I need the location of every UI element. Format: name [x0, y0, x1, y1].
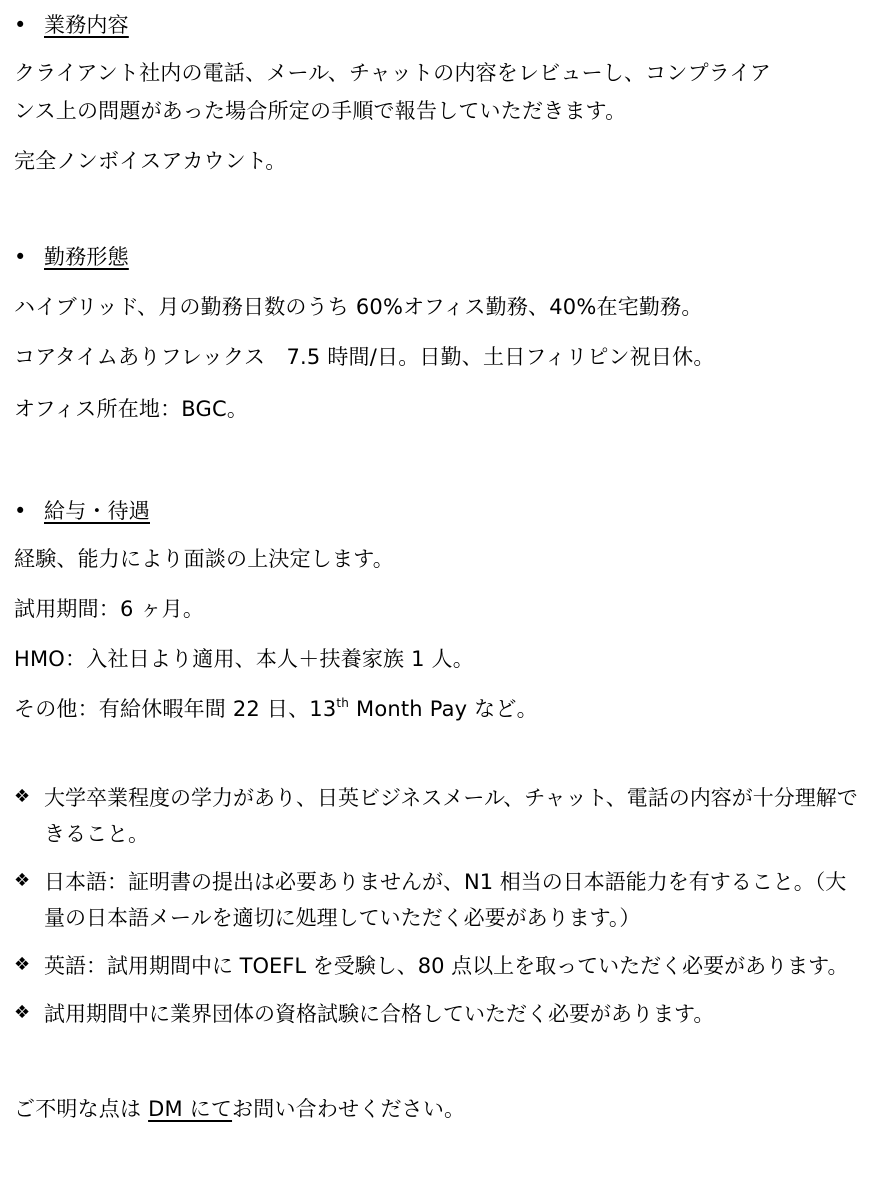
section-title: 給与・待遇 — [44, 499, 150, 523]
body-line-other-benefits — [14, 692, 864, 726]
spacer — [14, 1044, 864, 1092]
body-line: ハイブリッド、月の勤務日数のうち 60%オフィス勤務、40%在宅勤務。 — [14, 295, 703, 319]
body-line: コアタイムありフレックス 7.5 時間/日。日勤、土日フィリピン祝日休。 — [14, 345, 715, 369]
requirement-item — [14, 996, 864, 1032]
requirement-item — [14, 864, 864, 936]
requirement-text: 大学卒業程度の学力があり、日英ビジネスメール、チャット、電話の内容が十分理解できること。 — [44, 786, 858, 846]
body-line: 完全ノンボイスアカウント。 — [14, 149, 287, 173]
contact-text-end: お問い合わせください。 — [232, 1097, 466, 1121]
bullet-icon: • — [14, 245, 27, 269]
contact-line — [14, 1092, 864, 1126]
requirement-text: 試用期間中に業界団体の資格試験に合格していただく必要があります。 — [44, 1002, 715, 1026]
requirements-list — [14, 780, 864, 1032]
bullet-icon: • — [14, 13, 27, 37]
other-benefits-text: その他：有給休暇年間 22 日、13 — [14, 697, 337, 721]
requirement-item — [14, 948, 864, 984]
requirement-text: 日本語：証明書の提出は必要ありませんが、N1 相当の日本語能力を有すること。（大量の日本語メールを適切に処理していただく必要があります。） — [44, 870, 847, 930]
contact-text: ご不明な点は — [14, 1097, 149, 1121]
body-line: 試用期間：6 ヶ月。 — [14, 597, 205, 621]
spacer — [14, 178, 864, 240]
spacer — [14, 426, 864, 494]
body-line: ンス上の問題があった場合所定の手順で報告していただきます。 — [14, 99, 627, 123]
bullet-icon: • — [14, 499, 27, 523]
document-body — [14, 8, 864, 1126]
body-line: オフィス所在地：BGC。 — [14, 397, 249, 421]
requirement-text: 英語：試用期間中に TOEFL を受験し、80 点以上を取っていただく必要があります。 — [44, 954, 849, 978]
other-benefits-text-end: Month Pay など。 — [349, 697, 538, 721]
diamond-bullet-icon: ❖ — [14, 870, 31, 891]
section-heading-salary-benefits — [14, 494, 864, 528]
body-line: クライアント社内の電話、メール、チャットの内容をレビューし、コンプライア — [14, 61, 772, 85]
diamond-bullet-icon: ❖ — [14, 954, 31, 975]
diamond-bullet-icon: ❖ — [14, 786, 31, 807]
diamond-bullet-icon: ❖ — [14, 1002, 31, 1023]
section-heading-job-description — [14, 8, 864, 42]
section-title: 業務内容 — [44, 13, 129, 37]
body-line: HMO：入社日より適用、本人＋扶養家族 1 人。 — [14, 647, 474, 671]
spacer — [14, 726, 864, 780]
section-heading-work-style — [14, 240, 864, 274]
dm-link[interactable]: DM にて — [148, 1097, 233, 1121]
body-line: 経験、能力により面談の上決定します。 — [14, 547, 394, 571]
section-title: 勤務形態 — [44, 245, 129, 269]
requirement-item — [14, 780, 864, 852]
superscript-th: th — [336, 696, 350, 710]
